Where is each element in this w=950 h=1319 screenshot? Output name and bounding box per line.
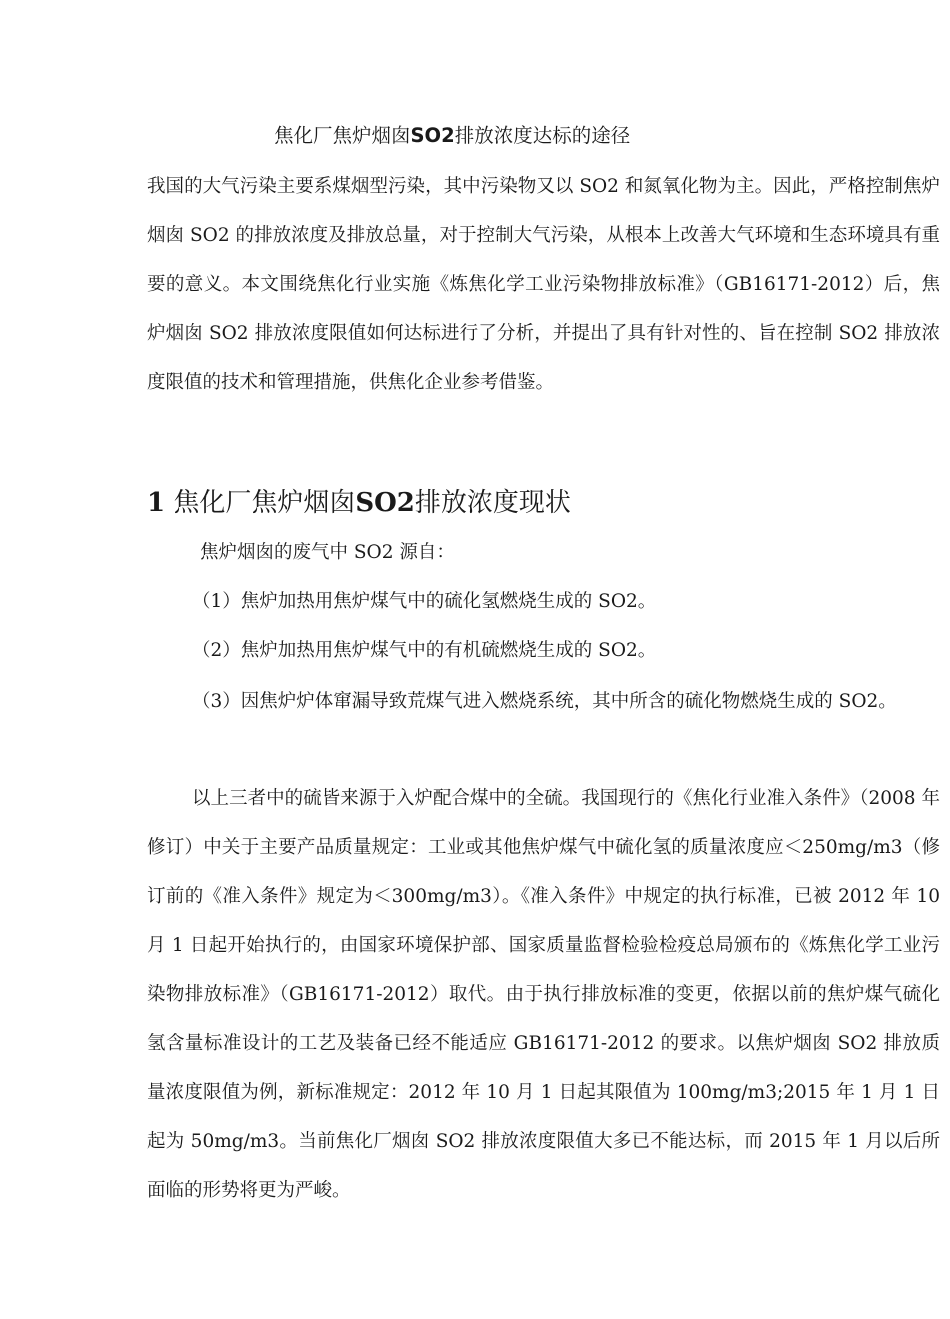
main-paragraph: 以上三者中的硫皆来源于入炉配合煤中的全硫。我国现行的《焦化行业准入条件》（2008 年修订）中关于主要产品质量规定：工业或其他焦炉煤气中硫化氢的质量浓度应＜250mg/m3（修订前的《准入条件》规定为＜300mg/m3）。《准入条件》中规定的执行标准，已被 2012 年 10 月 1 日起开始执行的，由国家环境保护部、国家质量监督检验检疫总局颁布的《炼焦化学工业污染物排放标准》（GB16171-2012）取代。由于执行排放标准的变更，依据以前的焦炉煤气硫化氢含量标准设计的工艺及装备已经不能适应 GB16171-2012 的要求。以焦炉烟囱 SO2 排放质量浓度限值为例，新标准规定：2012 年 10 月 1 日起其限值为 100mg/m3;2015 年 1 月 1 日起为 50mg/m3。当前焦化厂烟囱 SO2 排放浓度限值大多已不能达标，而 2015 年 1 月以后所面临的形势将更为严峻。 <box>147 788 940 1201</box>
source-item-1: （1）焦炉加热用焦炉煤气中的硫化氢燃烧生成的 SO2。 <box>192 591 657 612</box>
title-prefix: 焦化厂焦炉烟囱 <box>274 124 411 147</box>
section-heading-so2: SO2 <box>355 488 415 518</box>
source-item-3: （3）因焦炉炉体窜漏导致荒煤气进入燃烧系统，其中所含的硫化物燃烧生成的 SO2。 <box>192 691 897 712</box>
sources-intro: 焦炉烟囱的废气中 SO2 源自： <box>200 542 455 563</box>
title-suffix: 排放浓度达标的途径 <box>454 124 631 147</box>
section-number: 1 <box>147 488 166 518</box>
title-so2: SO2 <box>410 124 455 147</box>
section-heading <box>147 484 571 522</box>
section-heading-suffix: 排放浓度现状 <box>414 488 571 518</box>
intro-paragraph: 我国的大气污染主要系煤烟型污染，其中污染物又以 SO2 和氮氧化物为主。因此，严格控制焦炉烟囱 SO2 的排放浓度及排放总量，对于控制大气污染，从根本上改善大气环境和生态环境具有重要的意义。本文围绕焦化行业实施《炼焦化学工业污染物排放标准》（GB16171-2012）后，焦炉烟囱 SO2 排放浓度限值如何达标进行了分析，并提出了具有针对性的、旨在控制 SO2 排放浓度限值的技术和管理措施，供焦化企业参考借鉴。 <box>147 176 940 393</box>
source-item-2: （2）焦炉加热用焦炉煤气中的有机硫燃烧生成的 SO2。 <box>192 640 657 661</box>
section-heading-prefix: 焦化厂焦炉烟囱 <box>173 488 356 518</box>
document-title <box>274 122 834 150</box>
